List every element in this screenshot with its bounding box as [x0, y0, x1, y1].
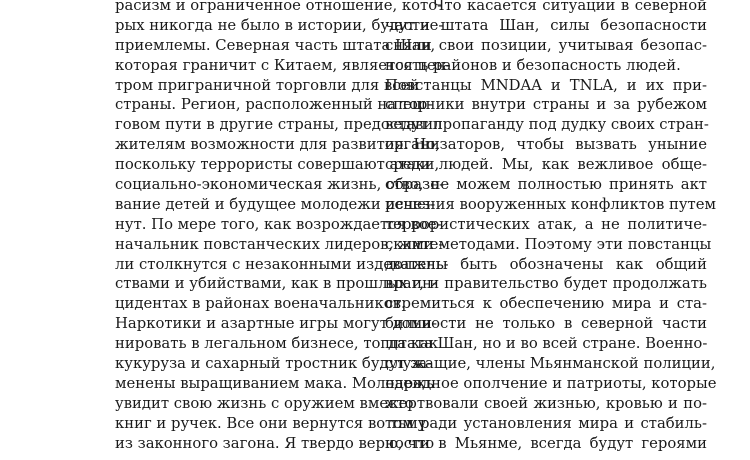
right-text-line: служащие, члены Мьянманской полиции,: [385, 355, 716, 373]
left-text-line: кукуруза и сахарный тростник будут за-: [115, 355, 433, 373]
left-text-line: поскольку террористы совершают атаки,: [115, 156, 440, 174]
left-text-line: начальник повстанческих лидеров, жите-: [115, 235, 444, 253]
left-text-line: страны. Регион, расположенный на тор-: [115, 96, 433, 114]
left-text-line: тром приграничной торговли для всей: [115, 76, 420, 94]
right-text-line: среди людей. Мы, как вежливое обще-: [385, 156, 707, 174]
left-text-line: увидит свою жизнь с оружием вместо: [115, 394, 414, 412]
left-text-line: социально-экономическая жизнь, образо-: [115, 176, 445, 194]
left-text-line: книг и ручек. Все они вернутся во тьму: [115, 414, 427, 432]
right-text-line: ности в Мьянме, всегда будут героями: [385, 434, 707, 452]
right-text-line: бильности не только в северной части: [385, 315, 707, 333]
left-text-line: рых никогда не было в истории, будут не-: [115, 16, 444, 34]
left-text-line: нировать в легальном бизнесе, тогда как: [115, 335, 439, 353]
left-text-line: ли столкнутся с незаконными издеватель-: [115, 255, 449, 273]
right-text-line: террористических атак, а не политиче-: [385, 215, 707, 233]
right-text-line: том ради установления мира и стабиль-: [385, 414, 707, 432]
left-text-line: нут. По мере того, как возрождается вое-: [115, 215, 442, 233]
right-text-line: жертвовали своей жизнью, кровью и по-: [385, 394, 707, 412]
left-text-line: менены выращиванием мака. Молодежь: [115, 374, 434, 392]
right-text-line: организаторов, чтобы вызвать уныние: [385, 136, 707, 154]
right-text-line: ность районов и безопасность людей.: [385, 56, 681, 74]
right-text-line: скими методами. Поэтому эти повстанцы: [385, 235, 712, 253]
left-text-line: приемлемы. Северная часть штата Шан,: [115, 36, 436, 54]
right-text-line: стремиться к обеспечению мира и ста-: [385, 295, 707, 313]
right-text-line: народное ополчение и патриоты, которые: [385, 374, 717, 392]
right-text-line: штата Шан, но и во всей стране. Военно-: [385, 335, 708, 353]
left-text-line: цидентах в районах военачальников.: [115, 295, 406, 313]
right-text-line: ство, не можем полностью принять акт: [385, 176, 707, 194]
right-text-line: спешники внутри страны и за рубежом: [385, 96, 707, 114]
right-text-line: враг, и правительство будет продолжать: [385, 275, 707, 293]
right-text-line: решения вооруженных конфликтов путем: [385, 195, 717, 213]
right-text-line: сняли свои позиции, учитывая безопас-: [385, 36, 707, 54]
left-text-line: из законного загона. Я твердо верю, что: [115, 434, 435, 452]
right-text-line: Повстанцы MNDAA и TNLA, и их при-: [385, 76, 707, 94]
left-text-line: расизм и ограниченное отношение, кото-: [115, 0, 443, 14]
left-text-line: говом пути в другие страны, предоставил: [115, 116, 443, 134]
right-text-line: Что касается ситуации в северной: [433, 0, 707, 14]
left-text-line: вание детей и будущее молодежи исчез-: [115, 195, 436, 213]
right-text-column: [385, 0, 717, 453]
right-text-line: должны быть обозначены как общий: [385, 255, 707, 273]
left-text-line: которая граничит с Китаем, является цен-: [115, 56, 451, 74]
left-text-line: Наркотики и азартные игры могут доми-: [115, 315, 437, 333]
left-text-line: ствами и убийствами, как в прошлых ин-: [115, 275, 438, 293]
left-text-line: жителям возможности для развития. Но,: [115, 136, 440, 154]
right-text-line: ведут пропаганду под дудку своих стран-: [385, 116, 709, 134]
right-text-line: части штата Шан, силы безопасности: [385, 16, 707, 34]
left-text-column: [115, 0, 451, 453]
